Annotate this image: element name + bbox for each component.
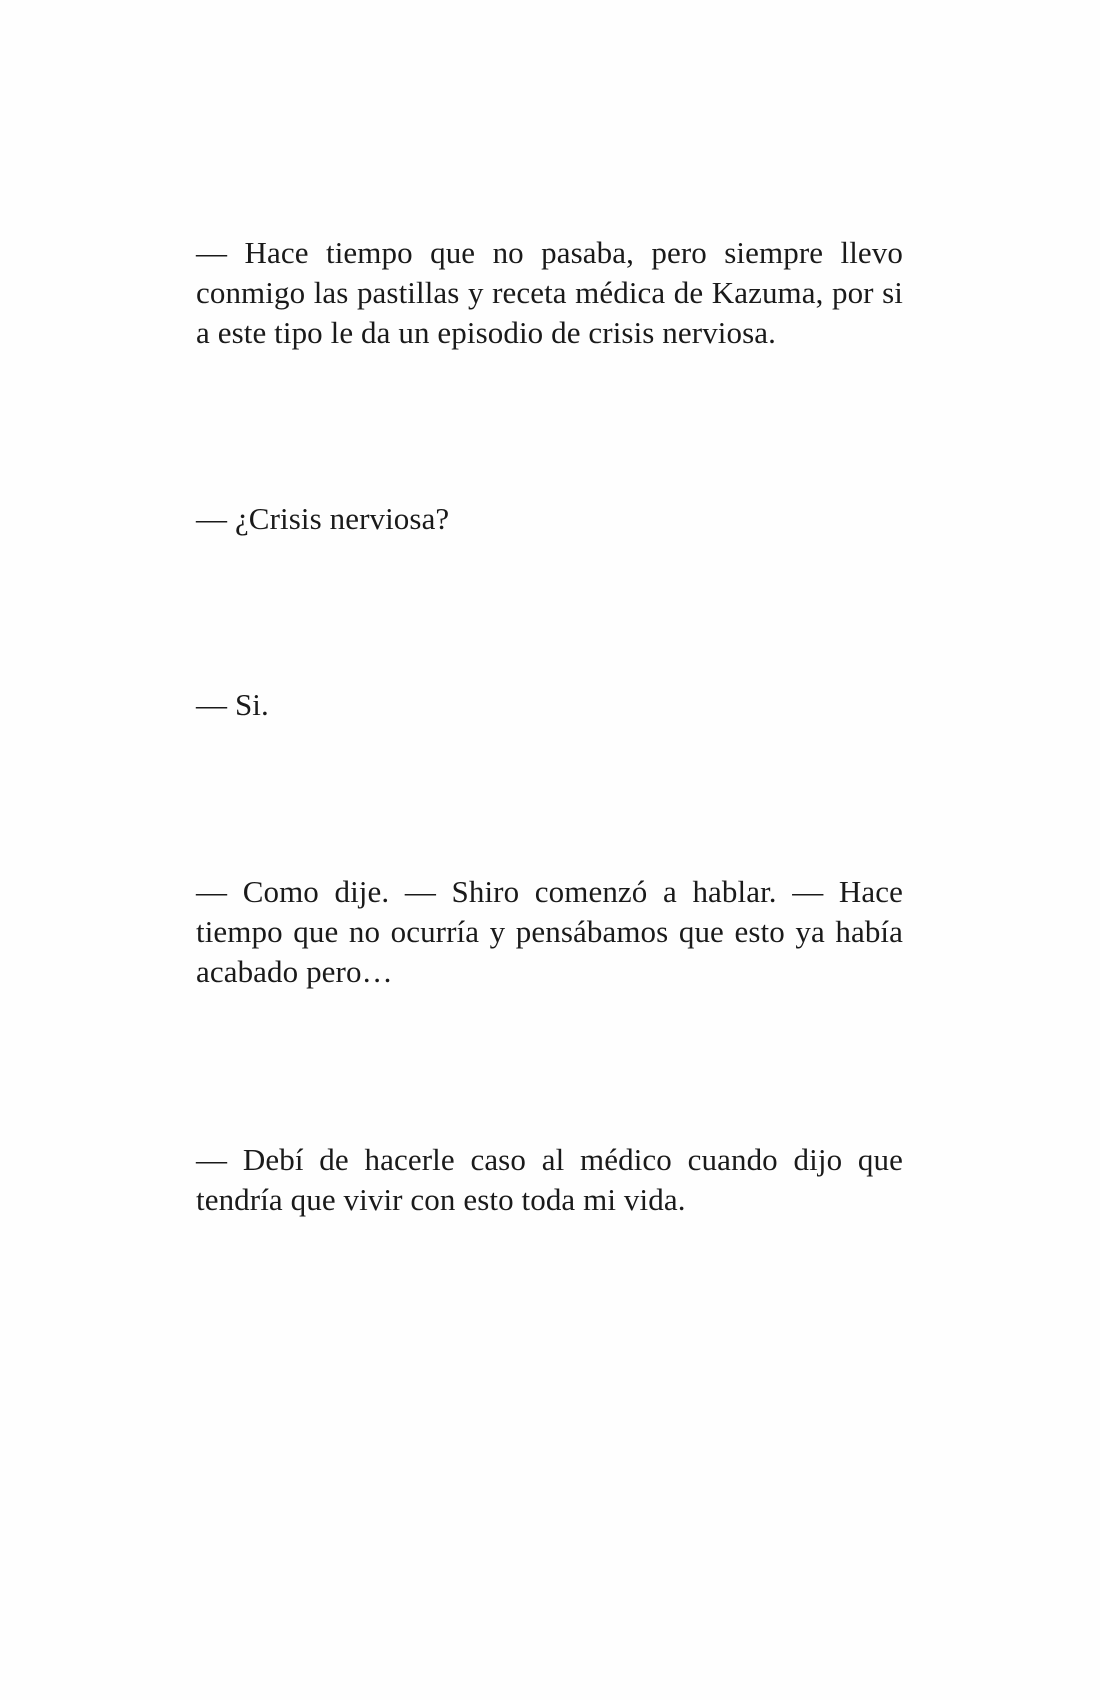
- dialogue-paragraph: — Como dije. — Shiro comenzó a hablar. — Hace tiempo que no ocurría y pensábamos que esto ya había acabado pero…: [196, 874, 903, 989]
- dialogue-paragraph: — Si.: [196, 687, 269, 722]
- dialogue-paragraph: — ¿Crisis nerviosa?: [196, 501, 450, 536]
- dialogue-paragraph: — Hace tiempo que no pasaba, pero siempre llevo conmigo las pastillas y receta médica de Kazuma, por si a este tipo le da un episodio de crisis nerviosa.: [196, 235, 903, 350]
- dialogue-paragraph: — Debí de hacerle caso al médico cuando dijo que tendría que vivir con esto toda mi vida.: [196, 1142, 903, 1217]
